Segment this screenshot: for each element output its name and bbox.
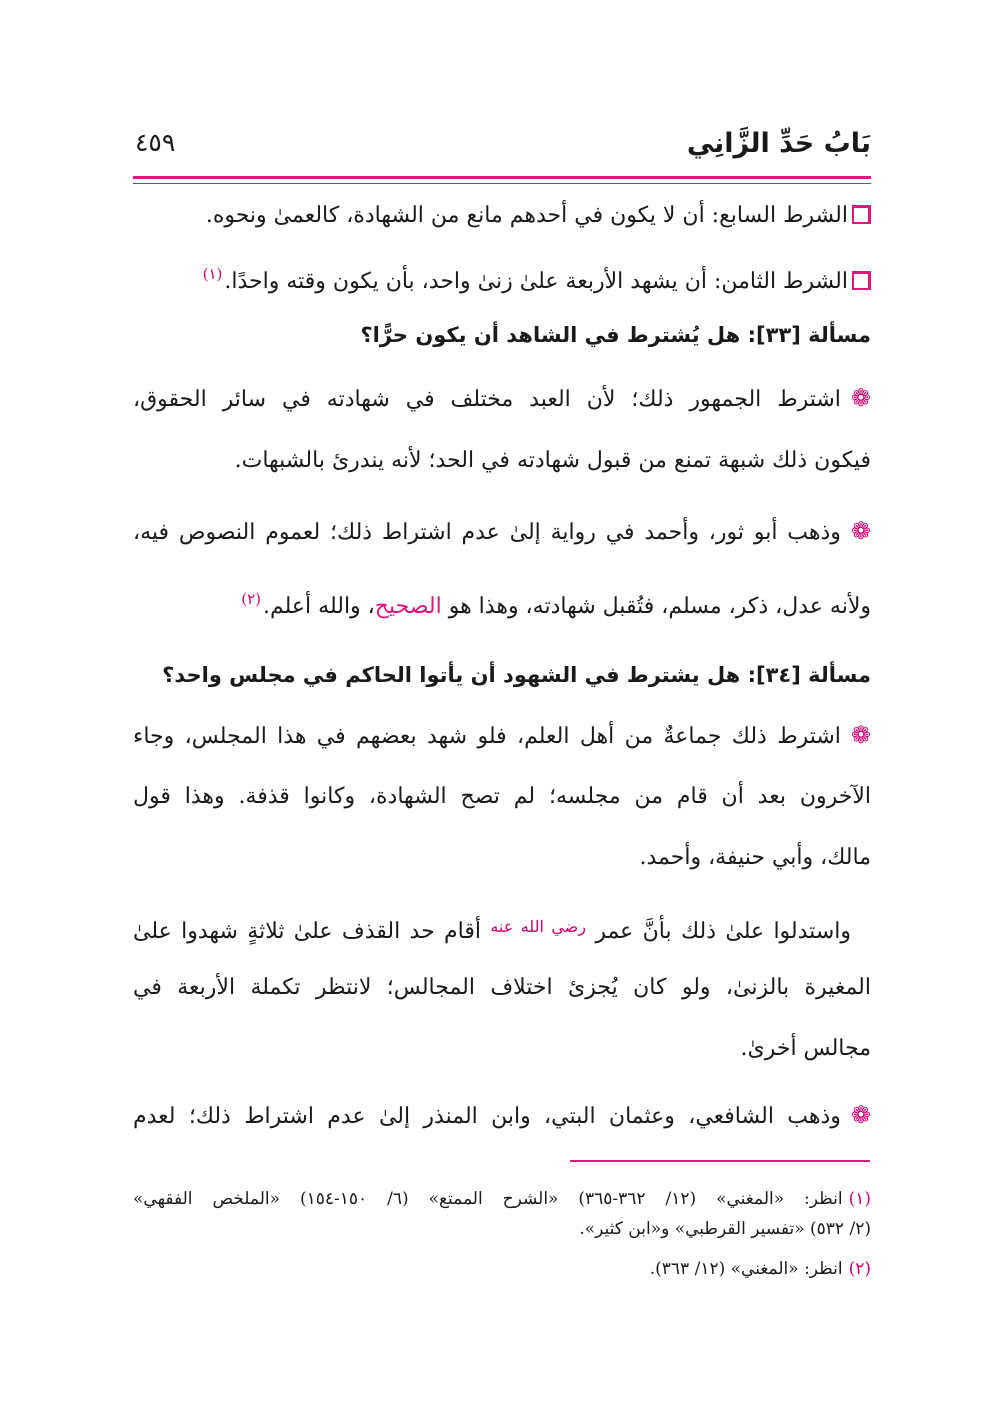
question-34-heading: مسألة [٣٤]: هل يشترط في الشهود أن يأتوا الحاكم في مجلس واحد؟	[162, 663, 871, 687]
condition-eighth: الشرط الثامن: أن يشهد الأربعة علىٰ زنىٰ واحد، بأن يكون وقته واحدًا.$^{(١)}$	[133, 259, 871, 297]
chapter-title: بَابُ حَدِّ الزَّانِي	[686, 128, 871, 159]
question-33-heading: مسألة [٣٣]: هل يُشترط في الشاهد أن يكون حرًّا؟	[360, 323, 871, 347]
q33-para2-line2: ولأنه عدل، ذكر، مسلم، فتُقبل شهادته، وهذا هو الصحيح، والله أعلم.$^{(٢)}$	[241, 590, 871, 619]
header-rule-thin	[133, 183, 871, 184]
q33-para1-line2: فيكون ذلك شبهة تمنع من قبول شهادته في الحد؛ لأنه يندرئ بالشبهات.	[234, 448, 871, 473]
footnote-1-line1: (١)انظر: «المغني» (١٢/ ٣٦٢-٣٦٥) «الشرح الممتع» (٦/ ١٥٠-١٥٤) «الملخص الفقهي»	[133, 1189, 871, 1209]
flower-ornament-icon: ❁	[850, 721, 871, 749]
q34-para2-line3: مجالس أخرىٰ.	[740, 1036, 871, 1061]
honorific-glyph: رضي الله عنه	[490, 917, 586, 936]
square-bracket-icon	[852, 271, 871, 290]
header-rule-thick	[133, 176, 871, 179]
q34-para1-line3: مالك، وأبي حنيفة، وأحمد.	[639, 845, 871, 870]
footnote-1-line2: (٢/ ٥٣٢) «تفسير القرطبي» و«ابن كثير».	[579, 1219, 871, 1239]
footnote-ref-1: (١)	[202, 265, 223, 283]
flower-ornament-icon: ❁	[850, 384, 871, 412]
flower-ornament-icon: ❁	[850, 517, 871, 545]
q34-para2-line2: المغيرة بالزنىٰ، ولو كان يُجزئ اختلاف المجالس؛ لانتظر تكملة الأربعة في	[133, 975, 871, 1000]
condition-seventh: الشرط السابع: أن لا يكون في أحدهم مانع من الشهادة، كالعمىٰ ونحوه.	[133, 201, 871, 231]
q34-para1-line1: ❁اشترط ذلك جماعةٌ من أهل العلم، فلو شهد بعضهم في هذا المجلس، وجاء	[133, 721, 871, 749]
highlight-sahih: الصحيح	[374, 594, 442, 619]
page-number: ٤٥٩	[135, 128, 176, 157]
q34-para3-line1: ❁وذهب الشافعي، وعثمان البتي، وابن المنذر إلىٰ عدم اشتراط ذلك؛ لعدم	[133, 1101, 871, 1129]
footnote-separator	[570, 1160, 870, 1162]
footnote-2: (٢)انظر: «المغني» (١٢/ ٣٦٣).	[649, 1259, 871, 1279]
q34-para1-line2: الآخرون بعد أن قام من مجلسه؛ لم تصح الشهادة، وكانوا قذفة. وهذا قول	[133, 784, 871, 809]
q33-para1-line1: ❁اشترط الجمهور ذلك؛ لأن العبد مختلف في شهادته في سائر الحقوق،	[133, 384, 871, 412]
q33-para2-line1: ❁وذهب أبو ثور، وأحمد في رواية إلىٰ عدم اشتراط ذلك؛ لعموم النصوص فيه،	[133, 517, 871, 545]
square-bracket-icon	[852, 205, 871, 224]
q34-para2-line1: واستدلوا علىٰ ذلك بأنَّ عمر $^{رضي الله عنه}$ أقام حد القذف علىٰ ثلاثةٍ شهدوا علىٰ	[133, 917, 851, 944]
flower-ornament-icon: ❁	[850, 1101, 871, 1129]
footnote-ref-2: (٢)	[241, 590, 262, 608]
